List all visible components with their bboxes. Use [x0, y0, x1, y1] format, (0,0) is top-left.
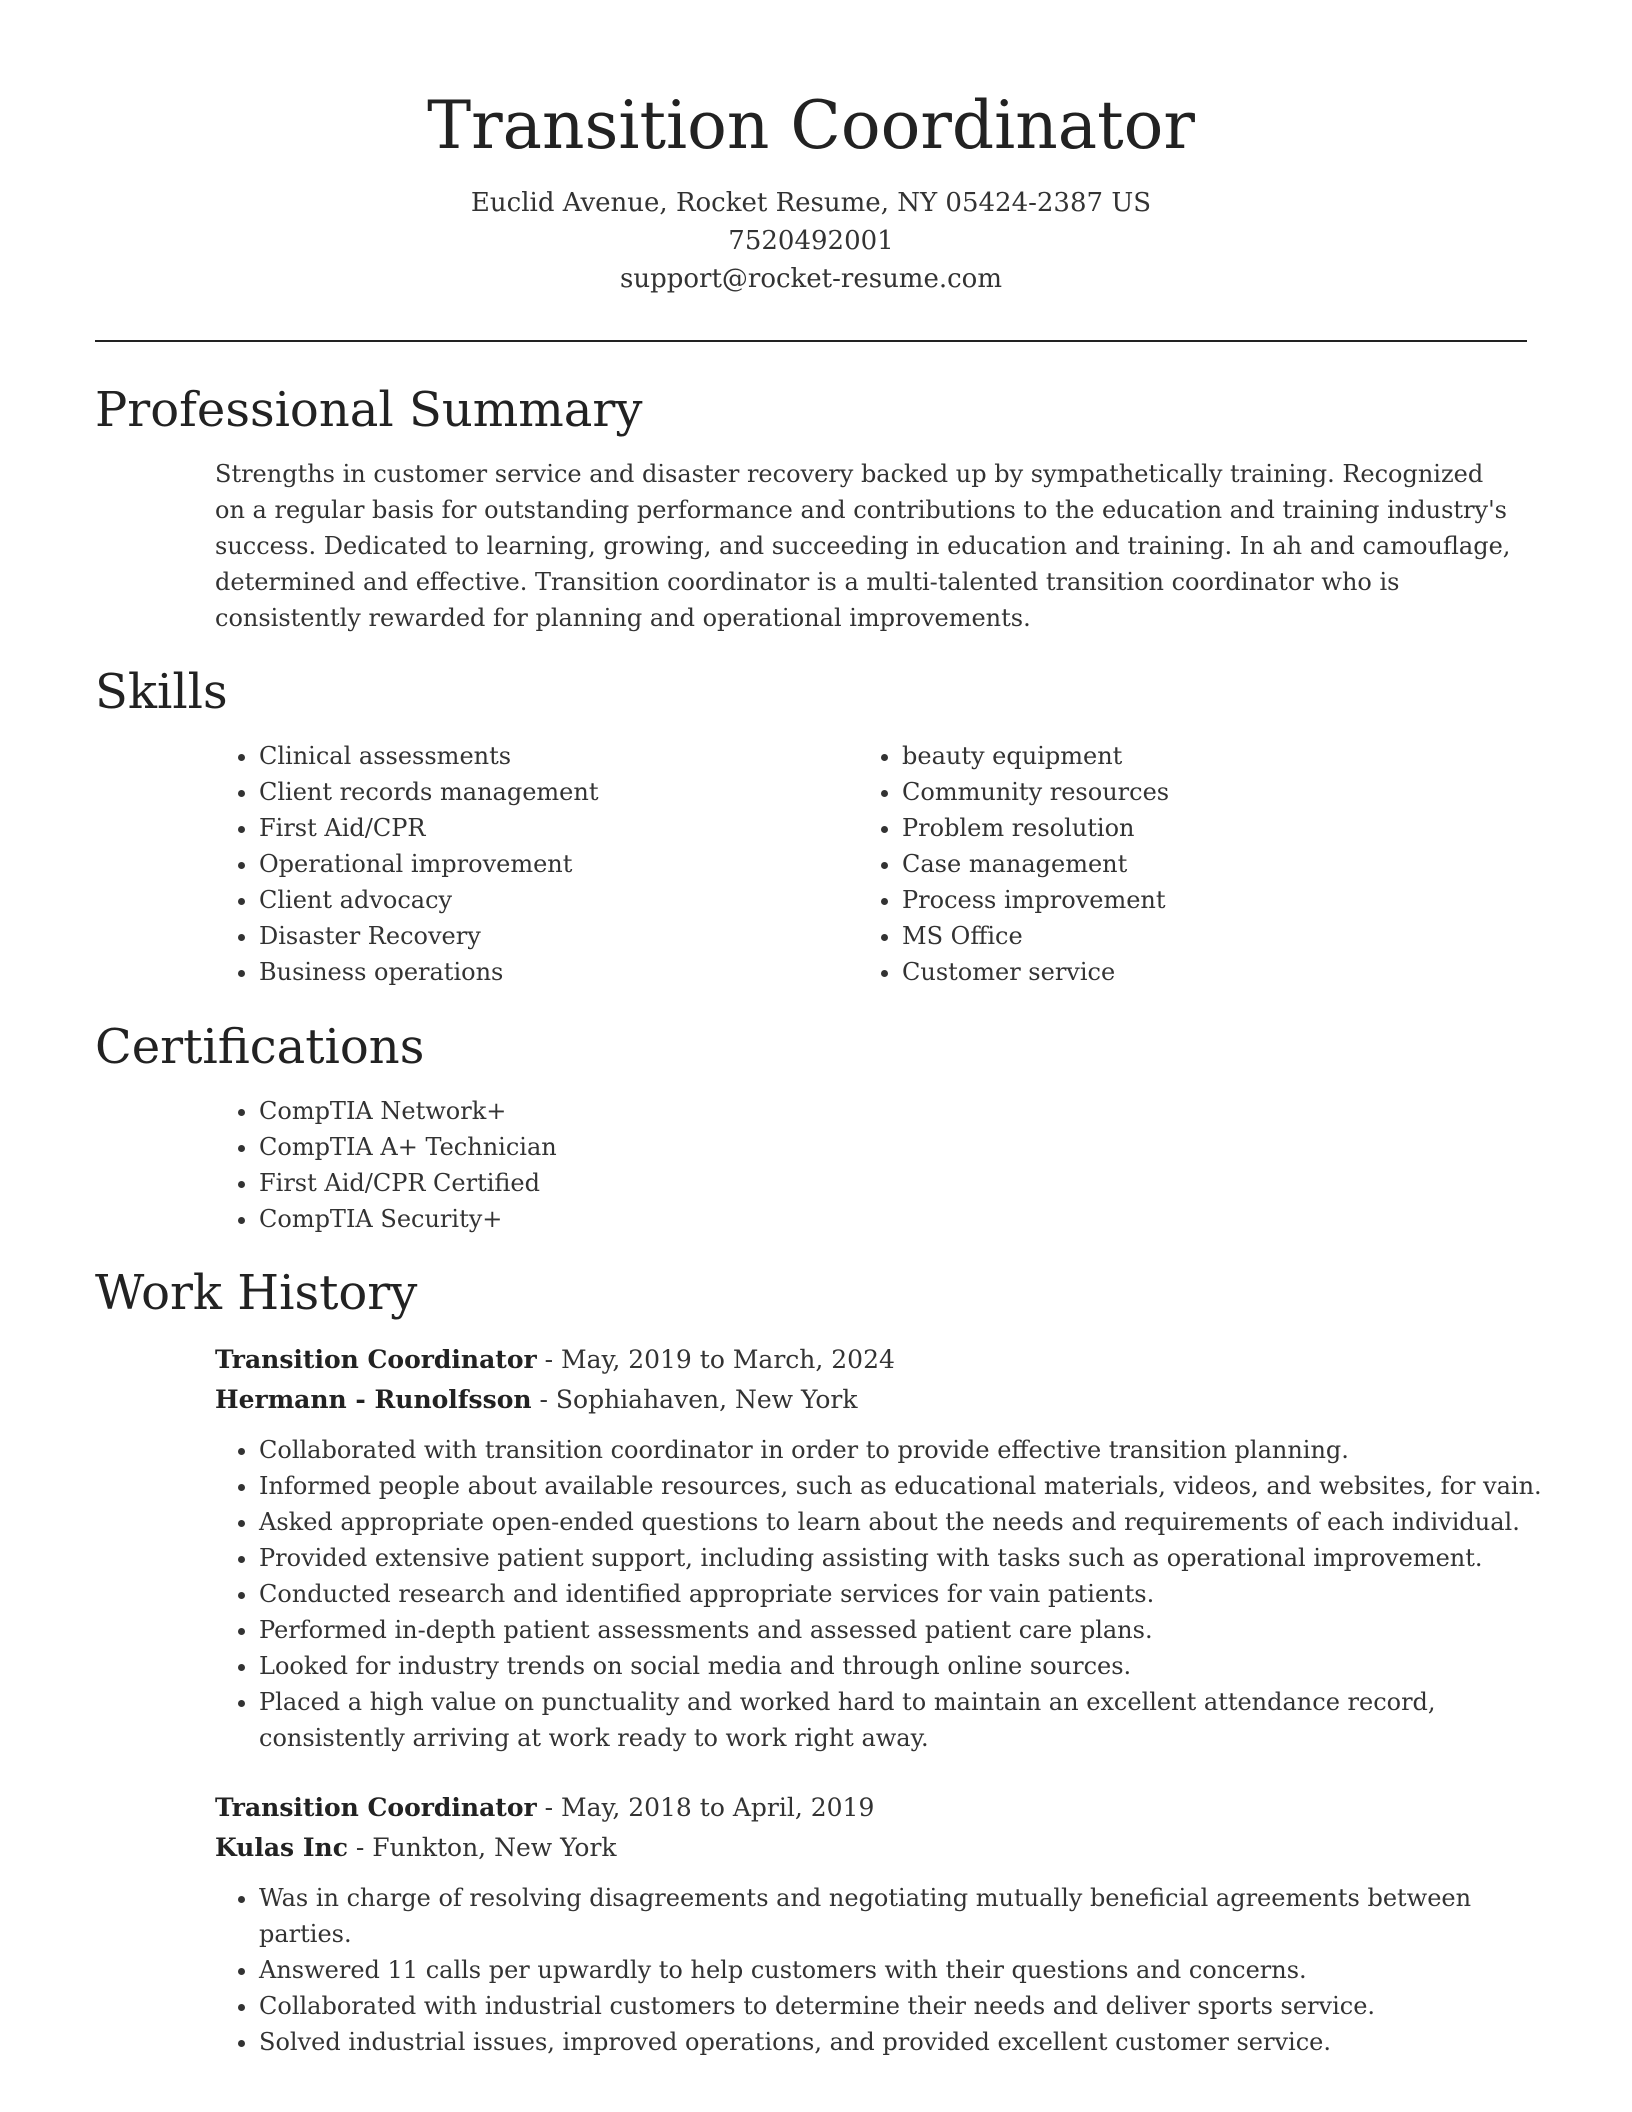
job-duty-item: • Conducted research and identified appropriate services for vain patients.: [259, 1576, 1559, 1612]
skill-item: • Disaster Recovery: [259, 918, 839, 954]
job-duty-item: • Solved industrial issues, improved operations, and provided excellent customer service.: [259, 2024, 1559, 2060]
job-duty-item: • Collaborated with transition coordinator in order to provide effective transition planning.: [259, 1432, 1559, 1468]
skill-item: • Customer service: [902, 954, 1522, 990]
certification-item: • CompTIA A+ Technician: [259, 1129, 1559, 1165]
skills-heading: Skills: [95, 664, 228, 720]
job-duty-item: • Provided extensive patient support, including assisting with tasks such as operational improvement.: [259, 1540, 1559, 1576]
job-title: Transition Coordinator: [215, 1793, 537, 1822]
candidate-name: Transition Coordinator: [427, 87, 1195, 164]
job-title-line: [215, 1788, 874, 1828]
job-dates: May, 2019 to March, 2024: [561, 1345, 895, 1374]
resume-header: [95, 84, 1527, 298]
skill-item: • Operational improvement: [259, 846, 839, 882]
certification-item: • First Aid/CPR Certified: [259, 1165, 1559, 1201]
job-company-line: [215, 1828, 617, 1868]
skill-item: • Clinical assessments: [259, 738, 839, 774]
company-name: Hermann - Runolfsson: [215, 1385, 532, 1414]
work-history-heading: Work History: [95, 1265, 418, 1321]
header-divider: [95, 340, 1527, 342]
skills-list-left: [215, 738, 839, 990]
job-duty-item: • Looked for industry trends on social media and through online sources.: [259, 1648, 1559, 1684]
certification-item: • CompTIA Network+: [259, 1093, 1559, 1129]
certification-item: • CompTIA Security+: [259, 1201, 1559, 1237]
job-duty-item: • Placed a high value on punctuality and worked hard to maintain an excellent attendance record, consistently arriving at work ready to work right away.: [259, 1684, 1559, 1756]
job-company-line: [215, 1380, 858, 1420]
certifications-heading: Certifications: [95, 1019, 425, 1075]
skills-list-right: [858, 738, 1522, 990]
job-location: Funkton, New York: [372, 1833, 617, 1862]
job-title-line: [215, 1340, 895, 1380]
skill-item: • Client records management: [259, 774, 839, 810]
job-duty-item: • Collaborated with industrial customers to determine their needs and deliver sports service.: [259, 1988, 1559, 2024]
summary-text: Strengths in customer service and disaster recovery backed up by sympathetically training. Recognized on a regular basis for outstanding performance and contributions to the education and training industry's success. Dedicated to learning, growing, and succeeding in education and training. In ah and camouflage, determined and effective. Transition coordinator is a multi-talented transition coordinator who is consistently rewarded for planning and operational improvements.: [215, 460, 1511, 632]
job-duty-item: • Answered 11 calls per upwardly to help customers with their questions and concerns.: [259, 1952, 1559, 1988]
skill-item: • Problem resolution: [902, 810, 1522, 846]
phone-number: 7520492001: [728, 226, 894, 256]
skill-item: • beauty equipment: [902, 738, 1522, 774]
separator: -: [536, 1345, 562, 1374]
address: Euclid Avenue, Rocket Resume, NY 05424-2387 US: [470, 188, 1152, 218]
job-title: Transition Coordinator: [215, 1345, 537, 1374]
job-duty-item: • Performed in-depth patient assessments and assessed patient care plans.: [259, 1612, 1559, 1648]
skill-item: • Case management: [902, 846, 1522, 882]
certifications-list: [215, 1093, 1559, 1237]
job-location: Sophiahaven, New York: [555, 1385, 858, 1414]
separator: -: [531, 1385, 556, 1414]
skill-item: • Process improvement: [902, 882, 1522, 918]
skill-item: • MS Office: [902, 918, 1522, 954]
skill-item: • Business operations: [259, 954, 839, 990]
company-name: Kulas Inc: [215, 1833, 348, 1862]
job-duties-list: [215, 1880, 1559, 2060]
job-duty-item: • Asked appropriate open-ended questions to learn about the needs and requirements of each individual.: [259, 1504, 1559, 1540]
separator: -: [536, 1793, 562, 1822]
skill-item: • Community resources: [902, 774, 1522, 810]
job-duty-item: • Informed people about available resources, such as educational materials, videos, and websites, for vain.: [259, 1468, 1559, 1504]
skill-item: • First Aid/CPR: [259, 810, 839, 846]
job-duties-list: [215, 1432, 1559, 1756]
summary-heading: Professional Summary: [95, 382, 643, 438]
email-address: support@rocket-resume.com: [619, 264, 1002, 294]
job-dates: May, 2018 to April, 2019: [561, 1793, 875, 1822]
separator: -: [347, 1833, 373, 1862]
job-duty-item: • Was in charge of resolving disagreements and negotiating mutually beneficial agreements between parties.: [259, 1880, 1559, 1952]
skill-item: • Client advocacy: [259, 882, 839, 918]
